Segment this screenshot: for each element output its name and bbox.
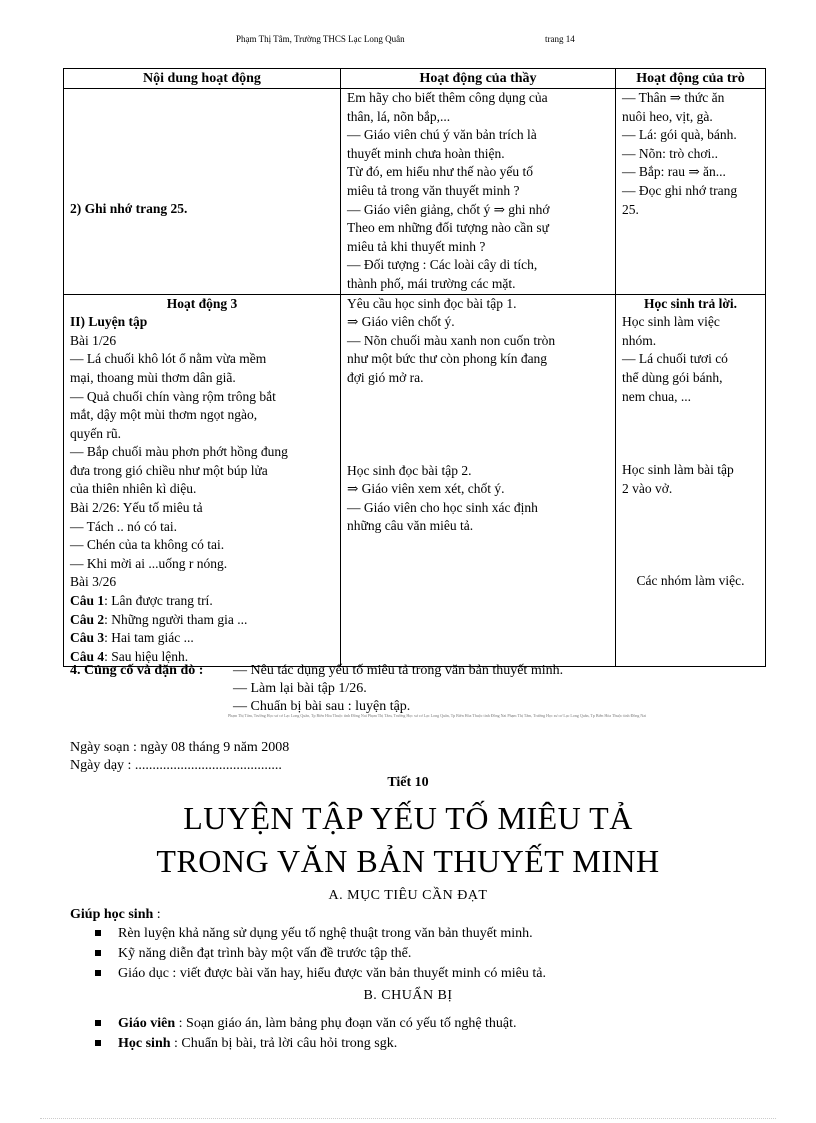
text-line: — Khi mời ai ...uống r nóng. bbox=[70, 555, 228, 571]
text-line: — Lá chuối khô lót ổ nằm vừa mềm bbox=[70, 351, 267, 367]
question-line: Câu 3: Hai tam giác ... bbox=[70, 630, 194, 646]
text-line: ⇒ Giáo viên chốt ý. bbox=[347, 314, 455, 330]
tiny-footer-text: Phạm Thị Tâm, Trường Học sư cơ Lạc Long Quân, Tp Biên Hòa Thuộc tỉnh Đồng Nai Phạm Thị Tâm, Trường Học sư cơ Lạc Long Quân, Tp Biên Hòa Thuộc tỉnh Đồng Nai Phạm Thị Tâm, Trường Học sư cơ Lạc Long Quân, Tp Biên Hòa Thuộc tỉnh Đồng Nai bbox=[228, 713, 647, 718]
column-header-content: Nội dung hoạt động bbox=[64, 69, 341, 89]
text-line: Em hãy cho biết thêm công dụng của bbox=[347, 90, 548, 105]
text-line: — Giáo viên cho học sinh xác định bbox=[347, 499, 538, 515]
text-line: — Đọc ghi nhớ trang bbox=[622, 182, 738, 198]
text-line: Học sinh làm việc bbox=[622, 314, 720, 330]
text-line: 25. bbox=[622, 201, 639, 217]
list-item: Giáo dục : viết được bài văn hay, hiểu được văn bản thuyết minh có miêu tả. bbox=[95, 964, 546, 984]
lesson-title-line-1: LUYỆN TẬP YẾU TỐ MIÊU TẢ bbox=[183, 800, 633, 836]
prepared-date: Ngày soạn : ngày 08 tháng 9 năm 2008 bbox=[70, 740, 290, 755]
list-item: Học sinh : Chuẩn bị bài, trả lời câu hỏi trong sgk. bbox=[95, 1034, 517, 1054]
text-line: nem chua, ... bbox=[622, 388, 691, 404]
table-header-row bbox=[64, 69, 766, 89]
table-row bbox=[64, 89, 766, 295]
section-b-heading: B. CHUẨN BỊ bbox=[363, 988, 453, 1003]
text-line: mắt, dậy một mùi thơm ngọt ngào, bbox=[70, 407, 258, 423]
text-line: như một bức thư còn phong kín đang bbox=[347, 351, 548, 367]
text-line: Bài 3/26 bbox=[70, 574, 117, 590]
text-line: — Nõn: trò chơi.. bbox=[622, 145, 719, 161]
text-line: của thiên nhiên kì diệu. bbox=[70, 481, 197, 497]
text-line: — Giáo viên chú ý văn bản trích là bbox=[347, 127, 537, 143]
text-line: quyến rũ. bbox=[70, 425, 121, 441]
text-line: — Tách .. nó có tai. bbox=[70, 518, 177, 534]
lesson-number: Tiết 10 bbox=[387, 775, 429, 790]
table-cell bbox=[64, 89, 341, 295]
memo-heading: 2) Ghi nhớ trang 25. bbox=[70, 201, 188, 216]
text-line: Từ đó, em hiểu như thế nào yếu tố bbox=[347, 164, 533, 180]
question-line: Câu 1: Lân được trang trí. bbox=[70, 593, 213, 609]
text-line: Các nhóm làm việc. bbox=[636, 573, 745, 589]
text-line: Học sinh làm bài tập bbox=[622, 462, 734, 478]
text-line: — Bắp chuối màu phơn phớt hồng đung bbox=[70, 444, 288, 460]
text-line: ⇒ Giáo viên xem xét, chốt ý. bbox=[347, 481, 505, 497]
table-cell bbox=[64, 294, 341, 667]
text-line: — Chén của ta không có tai. bbox=[70, 537, 225, 553]
activity-table bbox=[63, 68, 766, 667]
text-line: — Quả chuối chín vàng rộm trông bắt bbox=[70, 388, 276, 404]
consolidation-item: — Chuẩn bị bài sau : luyện tập. bbox=[233, 699, 411, 714]
list-item: Kỹ năng diễn đạt trình bày một vấn đề trước tập thể. bbox=[95, 944, 546, 964]
table-cell bbox=[341, 89, 616, 295]
text-line: Yêu cầu học sinh đọc bài tập 1. bbox=[347, 295, 517, 311]
activity-heading: Hoạt động 3 bbox=[166, 295, 238, 311]
consolidation-item: — Làm lại bài tập 1/26. bbox=[233, 681, 367, 696]
list-item: Giáo viên : Soạn giáo án, làm bảng phụ đoạn văn có yếu tố nghệ thuật. bbox=[95, 1014, 517, 1034]
text-line: miêu tả trong văn thuyết minh ? bbox=[347, 182, 520, 198]
table-row bbox=[64, 294, 766, 667]
taught-date: Ngày dạy : .......................................... bbox=[70, 758, 282, 773]
lesson-title-line-2: TRONG VĂN BẢN THUYẾT MINH bbox=[156, 843, 660, 879]
text-line: thể dùng gói bánh, bbox=[622, 369, 723, 385]
table-cell bbox=[616, 89, 766, 295]
text-line: đợi gió mở ra. bbox=[347, 369, 424, 385]
text-line: thuyết minh chưa hoàn thiện. bbox=[347, 145, 505, 161]
text-line: mại, thoang mùi thơm dân giã. bbox=[70, 369, 236, 385]
column-header-student: Hoạt động của trò bbox=[616, 69, 766, 89]
page-bottom-divider bbox=[40, 1118, 776, 1119]
consolidation-label: 4. Củng cố và dặn dò : bbox=[70, 663, 204, 678]
intro-line: Giúp học sinh : bbox=[70, 907, 161, 922]
dates-block bbox=[70, 739, 289, 775]
text-line: nuôi heo, vịt, gà. bbox=[622, 108, 713, 124]
preparation-list bbox=[95, 1014, 517, 1054]
text-line: những câu văn miêu tả. bbox=[347, 518, 474, 534]
column-header-teacher: Hoạt động của thầy bbox=[341, 69, 616, 89]
text-line: Học sinh đọc bài tập 2. bbox=[347, 462, 472, 478]
question-line: Câu 4: Sau hiệu lệnh. bbox=[70, 648, 189, 664]
practice-heading: II) Luyện tập bbox=[70, 314, 148, 330]
header-page-number: trang 14 bbox=[545, 34, 575, 44]
text-line: — Đối tượng : Các loài cây di tích, bbox=[347, 257, 538, 273]
section-a-heading: A. MỤC TIÊU CẦN ĐẠT bbox=[328, 888, 488, 903]
text-line: — Lá: gói quà, bánh. bbox=[622, 127, 737, 143]
table-cell bbox=[616, 294, 766, 667]
text-line: — Lá chuối tươi có bbox=[622, 351, 728, 367]
table-cell bbox=[341, 294, 616, 667]
student-answer-heading: Học sinh trả lời. bbox=[644, 295, 737, 311]
goals-list bbox=[95, 924, 546, 984]
question-line: Câu 2: Những người tham gia ... bbox=[70, 611, 248, 627]
text-line: nhóm. bbox=[622, 332, 657, 348]
list-item: Rèn luyện khả năng sử dụng yếu tố nghệ thuật trong văn bản thuyết minh. bbox=[95, 924, 546, 944]
text-line: đưa trong gió chiều như một búp lửa bbox=[70, 462, 268, 478]
consolidation-item: — Nêu tác dụng yếu tố miêu tả trong văn bản thuyết minh. bbox=[233, 663, 564, 678]
text-line: — Giáo viên giảng, chốt ý ⇒ ghi nhớ bbox=[347, 201, 550, 217]
text-line: Theo em những đối tượng nào cần sự bbox=[347, 220, 549, 236]
text-line: Bài 2/26: Yếu tố miêu tả bbox=[70, 500, 203, 516]
header-author: Phạm Thị Tâm, Trường THCS Lạc Long Quân bbox=[236, 34, 405, 44]
text-line: 2 vào vở. bbox=[622, 480, 673, 496]
text-line: — Thân ⇒ thức ăn bbox=[622, 90, 725, 105]
text-line: Bài 1/26 bbox=[70, 332, 117, 348]
text-line: miêu tả khi thuyết minh ? bbox=[347, 238, 486, 254]
text-line: — Nõn chuối màu xanh non cuốn tròn bbox=[347, 332, 556, 348]
text-line: thân, lá, nõn bắp,... bbox=[347, 108, 451, 124]
text-line: — Bắp: rau ⇒ ăn... bbox=[622, 164, 726, 180]
text-line: thành phố, mái trường các mặt. bbox=[347, 275, 516, 291]
